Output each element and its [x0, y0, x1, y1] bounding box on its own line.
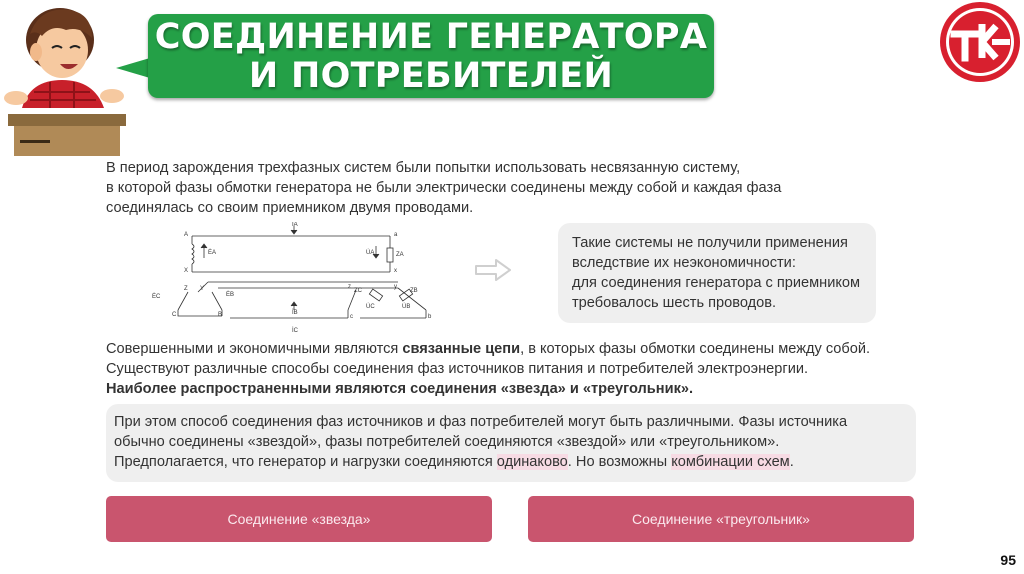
- label-eb: ĖB: [226, 292, 235, 298]
- intro-line: В период зарождения трехфазных систем были попытки использовать несвязанную систему,: [106, 160, 741, 176]
- connected-line1-text: Совершенными и экономичными являются: [106, 341, 403, 357]
- label-y-low: y: [394, 284, 397, 290]
- info-line: обычно соединены «звездой», фазы потребителей соединяются «звездой» или «треугольником».: [114, 434, 780, 450]
- label-zb: ZB: [410, 288, 418, 294]
- title-banner: [148, 14, 714, 98]
- info-line3: [114, 452, 914, 472]
- logo: [936, 0, 1024, 88]
- title-bubble-tail: [116, 58, 150, 78]
- label-b: B: [218, 312, 223, 318]
- note-line: требовалось шесть проводов.: [572, 295, 777, 311]
- label-a-low: a: [394, 232, 398, 238]
- info-line: При этом способ соединения фаз источников и фаз потребителей могут быть различными. Фазы источника: [114, 414, 848, 430]
- note-box: [558, 223, 876, 323]
- label-ua: U̇A: [366, 250, 375, 256]
- page-number: 95: [1000, 552, 1016, 568]
- label-ec: ĖC: [152, 294, 161, 300]
- delta-connection-button[interactable]: Соединение «треугольник»: [528, 496, 914, 542]
- info-line3-text-mid: . Но возможны: [567, 454, 672, 470]
- label-zc: ZC: [354, 288, 362, 294]
- info-box: [106, 404, 916, 482]
- logo-emblem-icon: [936, 0, 1024, 88]
- intro-line: соединялась со своим приемником двумя проводами.: [106, 200, 474, 216]
- label-x-low: x: [394, 268, 397, 274]
- star-connection-button[interactable]: Соединение «звезда»: [106, 496, 492, 542]
- info-line3-text: Предполагается, что генератор и нагрузки соединяются: [114, 454, 497, 470]
- info-line3-text-end: .: [789, 454, 794, 470]
- highlight-combinations: комбинации схем: [671, 454, 790, 470]
- intro-line: в которой фазы обмотки генератора не были электрически соединены между собой и каждая фаза: [106, 180, 782, 196]
- label-z: Z: [184, 286, 188, 292]
- connected-paragraph: [106, 339, 906, 399]
- label-b-low: b: [428, 314, 432, 320]
- label-y: Y: [200, 286, 205, 292]
- label-c: C: [172, 312, 177, 318]
- circuit-diagram: [148, 222, 438, 338]
- label-za: ZA: [396, 252, 404, 258]
- lecturer-illustration: [0, 0, 135, 160]
- label-ib: İB: [292, 310, 298, 316]
- highlight-same: одинаково: [496, 454, 568, 470]
- label-ic: İC: [292, 328, 298, 334]
- label-x: X: [184, 268, 189, 274]
- connected-line3: Наиболее распространенными являются соединения «звезда» и «треугольник».: [106, 381, 694, 397]
- label-c-low: c: [350, 314, 353, 320]
- note-line: вследствие их неэкономичности:: [572, 255, 796, 271]
- label-ub: U̇B: [402, 304, 411, 310]
- page-title-line1: СОЕДИНЕНИЕ ГЕНЕРАТОРА: [154, 17, 708, 57]
- label-ia: İA: [292, 222, 298, 228]
- note-line: для соединения генератора с приемником: [572, 275, 861, 291]
- connected-line2: Существуют различные способы соединения фаз источников питания и потребителей электроэнергии.: [106, 361, 809, 377]
- intro-paragraph: [106, 158, 866, 218]
- label-uc: U̇C: [366, 304, 375, 310]
- page-title-line2: И ПОТРЕБИТЕЛЕЙ: [248, 56, 614, 96]
- right-arrow-icon: [474, 258, 514, 282]
- connected-line1: [106, 339, 906, 359]
- label-z-low: z: [348, 284, 351, 290]
- connected-line1-text-end: , в которых фазы обмотки соединены между собой.: [520, 341, 871, 357]
- label-a: A: [184, 232, 189, 238]
- label-ea: ĖA: [208, 250, 217, 256]
- note-line: Такие системы не получили применения: [572, 235, 848, 251]
- connected-line1-bold: связанные цепи: [402, 341, 521, 357]
